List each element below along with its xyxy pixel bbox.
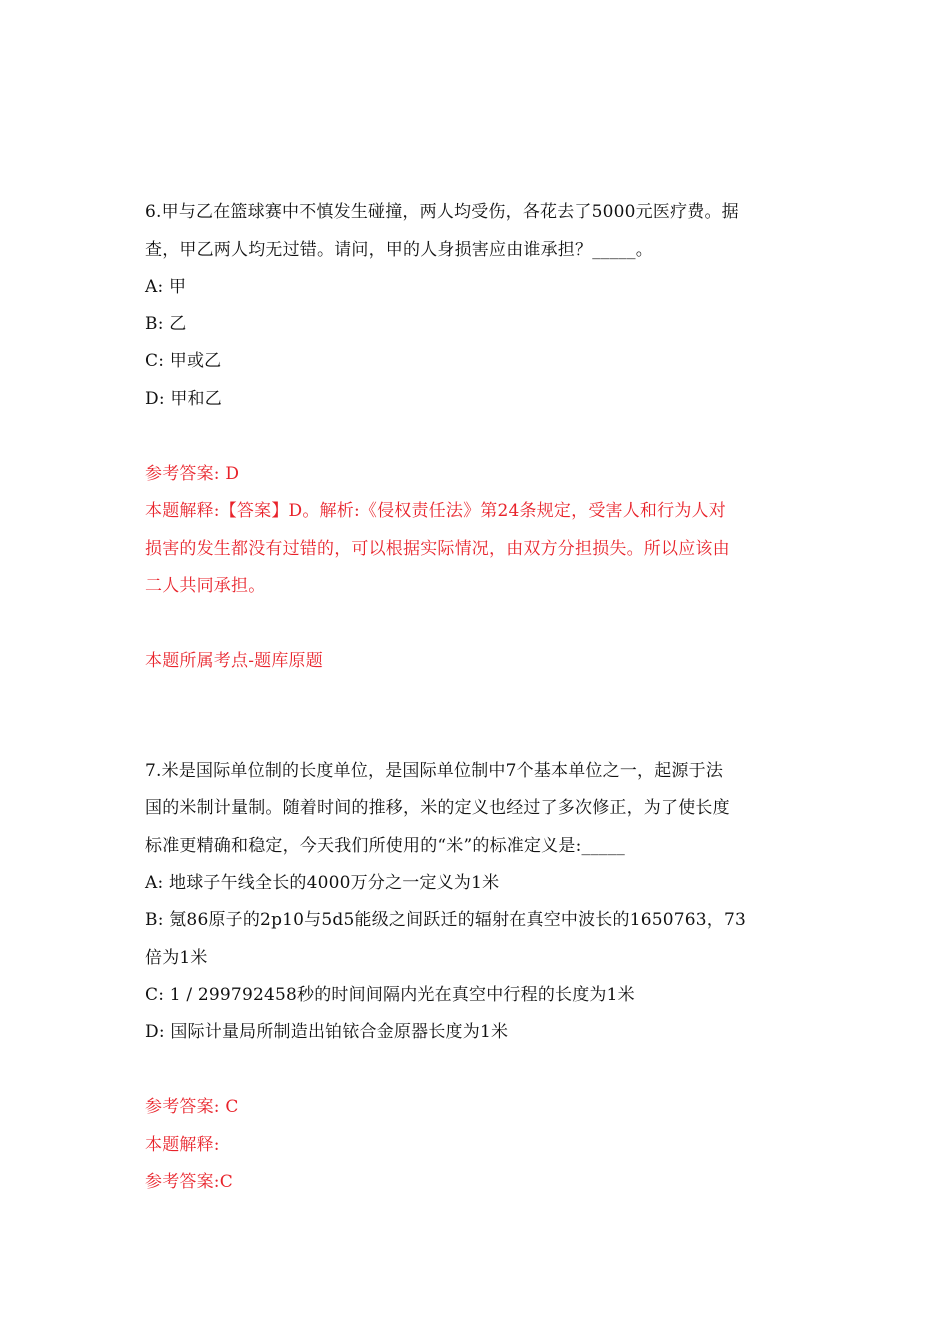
q7-explanation: 本题解释:	[145, 1135, 220, 1155]
q6-option-b: B: 乙	[145, 314, 187, 334]
q6-stem-line-1: 6.甲与乙在篮球赛中不慎发生碰撞，两人均受伤，各花去了5000元医疗费。据	[145, 202, 739, 222]
q7-option-b-line-1: B: 氪86原子的2p10与5d5能级之间跃迁的辐射在真空中波长的1650763，73	[145, 910, 747, 930]
q7-answer-repeat: 参考答案:C	[145, 1172, 233, 1192]
q6-option-a: A: 甲	[145, 277, 187, 297]
q6-source: 本题所属考点-题库原题	[145, 651, 323, 671]
q6-stem-line-2: 查，甲乙两人均无过错。请问，甲的人身损害应由谁承担？_____。	[145, 240, 653, 260]
q6-explanation-line-3: 二人共同承担。	[145, 576, 266, 596]
q7-stem-line-2: 国的米制计量制。随着时间的推移，米的定义也经过了多次修正，为了使长度	[145, 798, 730, 818]
q7-option-a: A: 地球子午线全长的4000万分之一定义为1米	[145, 873, 500, 893]
q7-option-c: C: 1 / 299792458秒的时间间隔内光在真空中行程的长度为1米	[145, 985, 635, 1005]
q6-explanation-line-2: 损害的发生都没有过错的，可以根据实际情况，由双方分担损失。所以应该由	[145, 539, 730, 559]
q6-option-c: C: 甲或乙	[145, 351, 222, 371]
q7-option-b-line-2: 倍为1米	[145, 948, 208, 968]
q7-option-d: D: 国际计量局所制造出铂铱合金原器长度为1米	[145, 1022, 509, 1042]
q7-stem-line-3: 标准更精确和稳定，今天我们所使用的“米”的标准定义是:_____	[145, 836, 626, 856]
q6-explanation-line-1: 本题解释:【答案】D。解析:《侵权责任法》第24条规定，受害人和行为人对	[145, 501, 726, 521]
q7-stem-line-1: 7.米是国际单位制的长度单位，是国际单位制中7个基本单位之一，起源于法	[145, 761, 724, 781]
q7-answer: 参考答案: C	[145, 1097, 239, 1117]
q6-answer: 参考答案: D	[145, 464, 240, 484]
q6-option-d: D: 甲和乙	[145, 389, 222, 409]
